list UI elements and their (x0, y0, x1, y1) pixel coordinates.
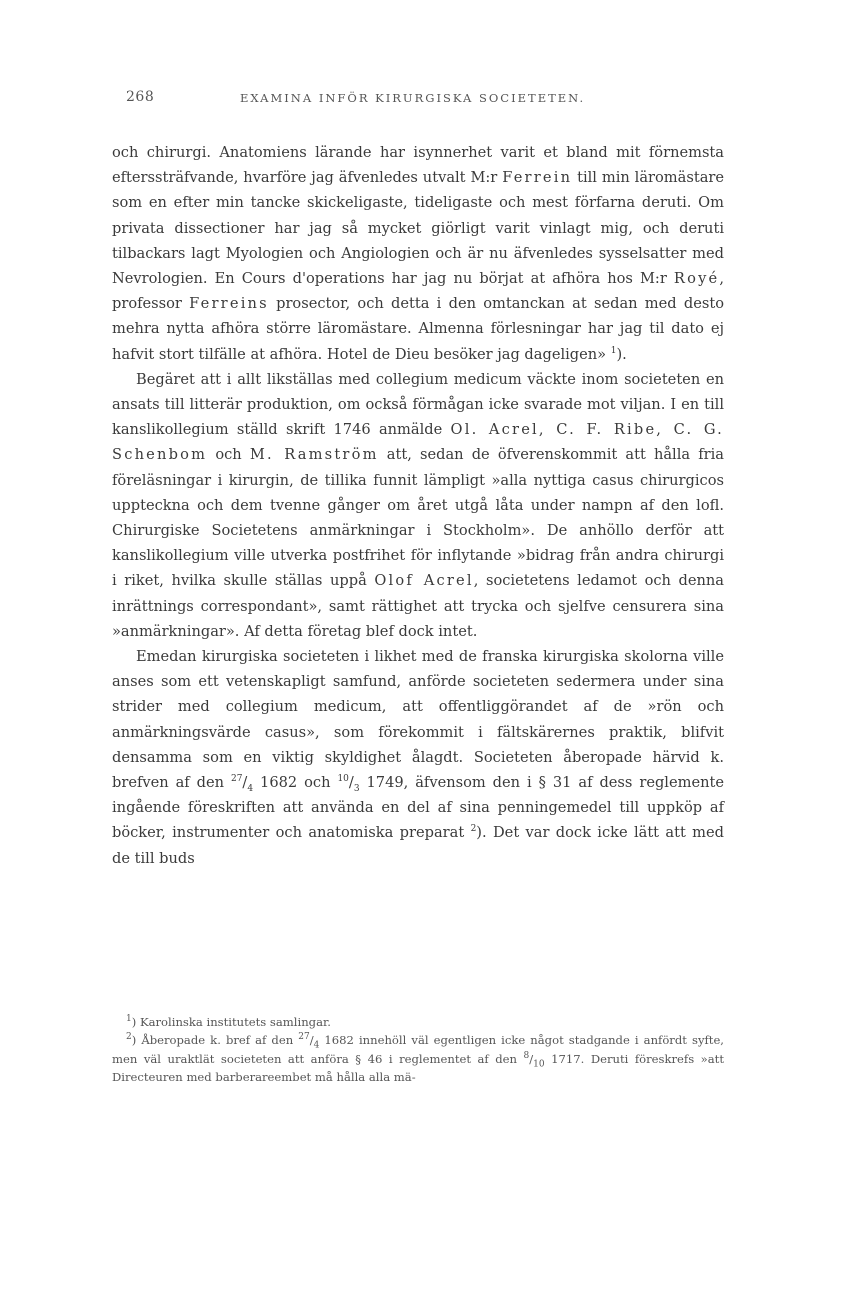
spaced-name: Ol. Acrel, C. F. Ribe, C. G. Schenbom (112, 421, 724, 464)
spaced-name: M. Ramström (249, 446, 379, 464)
text-run: , societetens ledamot och denna inrättnings correspondant», samt rättighet att trycka och sjelfve censurera sina »anmärkningar». Af detta företag blef dock intet. (112, 572, 724, 640)
text-run: ). (616, 345, 627, 363)
text-run: 1717. Deruti föreskrefs »att Directeuren med barberareembet må hålla alla mä- (112, 1051, 724, 1085)
text-run: Emedan kirurgiska societeten i likhet med de franska kirurgiska skolorna ville anses som ett vetenskapligt samfund, anförde societeten sedermera under sina strider med collegium medicum, att offentliggörandet af de »rön och anmärkningsvärde casus», som förekommit i fältskärernes praktik, blifvit densamma som en viktig skyldighet ålagdt. Societeten åberopade härvid k. brefven af den (112, 648, 724, 792)
text-run: 1682 innehöll väl egentligen icke något stadgande i anfördt syfte, men väl uraktlät societeten att anföra § 46 i reglementet af den (112, 1033, 724, 1066)
text-run: Begäret att i allt likställas med collegium medicum väckte inom societeten en ansats till litterär produktion, om också förmågan icke svarade mot viljan. I en till kanslikollegium ställd skrift 1746 anmälde (112, 370, 724, 439)
text-run: prosector, och detta i den omtanckan at sedan med desto mehra nytta afhöra större läromästare. Almenna förlesningar har jag til dato ej hafvit stort tilfälle at afhöra. Hotel de Dieu besöker jag dageligen» (112, 295, 724, 363)
page-header (0, 89, 845, 111)
superscript: 8 (523, 1050, 530, 1061)
text-run: ). Det var dock icke lätt att med de till buds (112, 824, 724, 867)
superscript: 2 (470, 824, 477, 835)
spaced-name: Royé (673, 270, 720, 288)
subscript: 10 (533, 1059, 545, 1070)
footnote (112, 1031, 724, 1086)
body-text (112, 140, 724, 871)
text-run: / (309, 1033, 314, 1048)
superscript: 27 (298, 1032, 310, 1043)
subscript: 4 (313, 1040, 320, 1051)
paragraph (112, 140, 724, 367)
text-run: till min läromästare som en efter min tancke skickeligaste, tideligaste och mest förfarna deruti. Om privata dissectioner har jag så mycket giörligt varit vinlagt mig, och deruti tilbackars lagt Myologien och Angiologien och är nu äfvenledes sysselsatter med Nevrologien. En Cours d'operations har jag nu börjat at afhöra hos M:r (112, 169, 725, 288)
subscript: 3 (353, 783, 360, 794)
footnotes (112, 1013, 724, 1087)
text-run: ) Åberopade k. bref af den (131, 1033, 299, 1048)
text-run: och chirurgi. Anatomiens lärande har isynnerhet varit et bland mit förnemsta efterssträfvande, hvarföre jag äfvenledes utvalt M:r (112, 144, 724, 187)
spaced-name: Olof Acrel (374, 572, 474, 590)
text-run: / (348, 774, 354, 792)
spaced-name: Ferreins (189, 295, 269, 313)
superscript: 27 (230, 774, 243, 785)
text-run: och (207, 446, 250, 464)
paragraph (112, 644, 724, 871)
paragraph (112, 367, 724, 644)
text-run: att, sedan de öfverenskommit att hålla fria föreläsningar i kirurgin, de tillika funnit lämpligt »alla nyttiga casus chirurgicos uppteckna och dem tvenne gånger om året utgå låta under nampn af den lofl. Chirurgiske Societetens anmärkningar i Stockholm». De anhöllo derför att kanslikollegium ville utverka postfrihet för inflytande »bidrag från andra chirurgi i riket, hvilka skulle ställas uppå (112, 446, 724, 590)
superscript: 2 (126, 1032, 132, 1043)
spaced-name: Ferrein (502, 169, 573, 187)
text-run: ) Karolinska institutets samlingar. (131, 1015, 331, 1029)
page-number: 268 (126, 89, 155, 105)
text-run: / (529, 1051, 534, 1066)
superscript: 1 (610, 345, 617, 356)
text-run: 1749, äfvensom den i § 31 af dess reglemente ingående föreskriften att använda en del af sina penningemedel till uppköp af böcker, instrumenter och anatomiska preparat (112, 774, 724, 842)
running-title: EXAMINA INFÖR KIRURGISKA SOCIETETEN. (240, 91, 586, 105)
text-run: / (242, 774, 248, 792)
text-run: , professor (112, 270, 724, 313)
footnote (112, 1013, 724, 1031)
subscript: 4 (247, 783, 254, 794)
superscript: 1 (126, 1014, 132, 1025)
superscript: 10 (337, 774, 349, 785)
text-run: 1682 och (253, 774, 338, 792)
